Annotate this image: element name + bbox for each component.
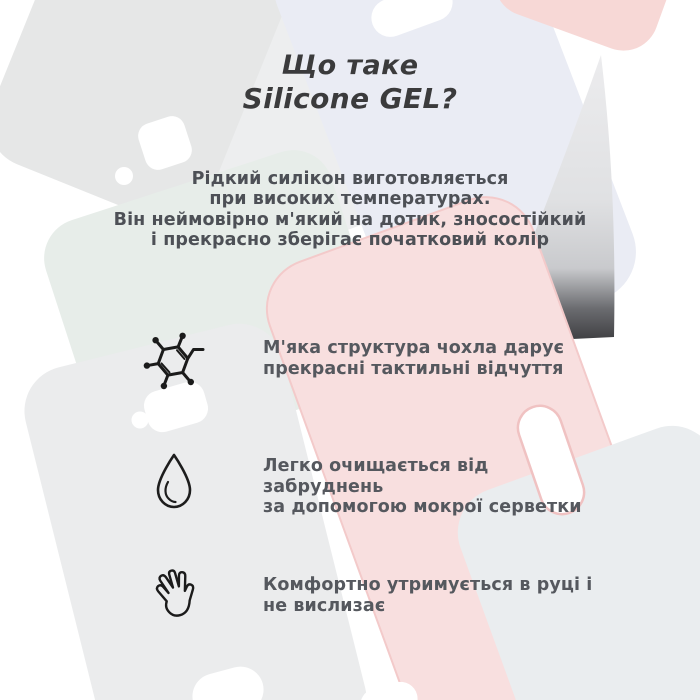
hand-icon (146, 564, 202, 624)
feature-item-soft-texture (263, 338, 593, 379)
intro-line: при високих температурах. (209, 189, 491, 210)
feature-line: не вислизає (263, 595, 386, 616)
feature-line: М'яка структура чохла дарує (263, 338, 565, 358)
feature-line: Комфортно утримується в руці і (263, 575, 593, 595)
intro-line: Рідкий силікон виготовляється (191, 169, 509, 189)
feature-line: за допомогою мокрої серветки (263, 497, 582, 517)
feature-line: Легко очищається від забруднень (263, 456, 489, 497)
feature-line: прекрасні тактильні відчуття (263, 358, 564, 379)
water-drop-icon (150, 450, 198, 512)
page-title (0, 50, 700, 115)
flash-cutout (132, 412, 149, 429)
title-line-1: Що таке (281, 50, 419, 81)
title-line-2: Silicone GEL? (242, 82, 458, 115)
feature-item-good-grip (263, 575, 593, 616)
intro-line: і прекрасно зберігає початковий колір (150, 230, 550, 251)
intro-line: Він неймовірно м'який на дотик, зносостійкий (113, 209, 587, 230)
molecule-icon (142, 326, 208, 392)
intro-paragraph (0, 169, 700, 251)
feature-item-easy-clean (263, 456, 593, 518)
